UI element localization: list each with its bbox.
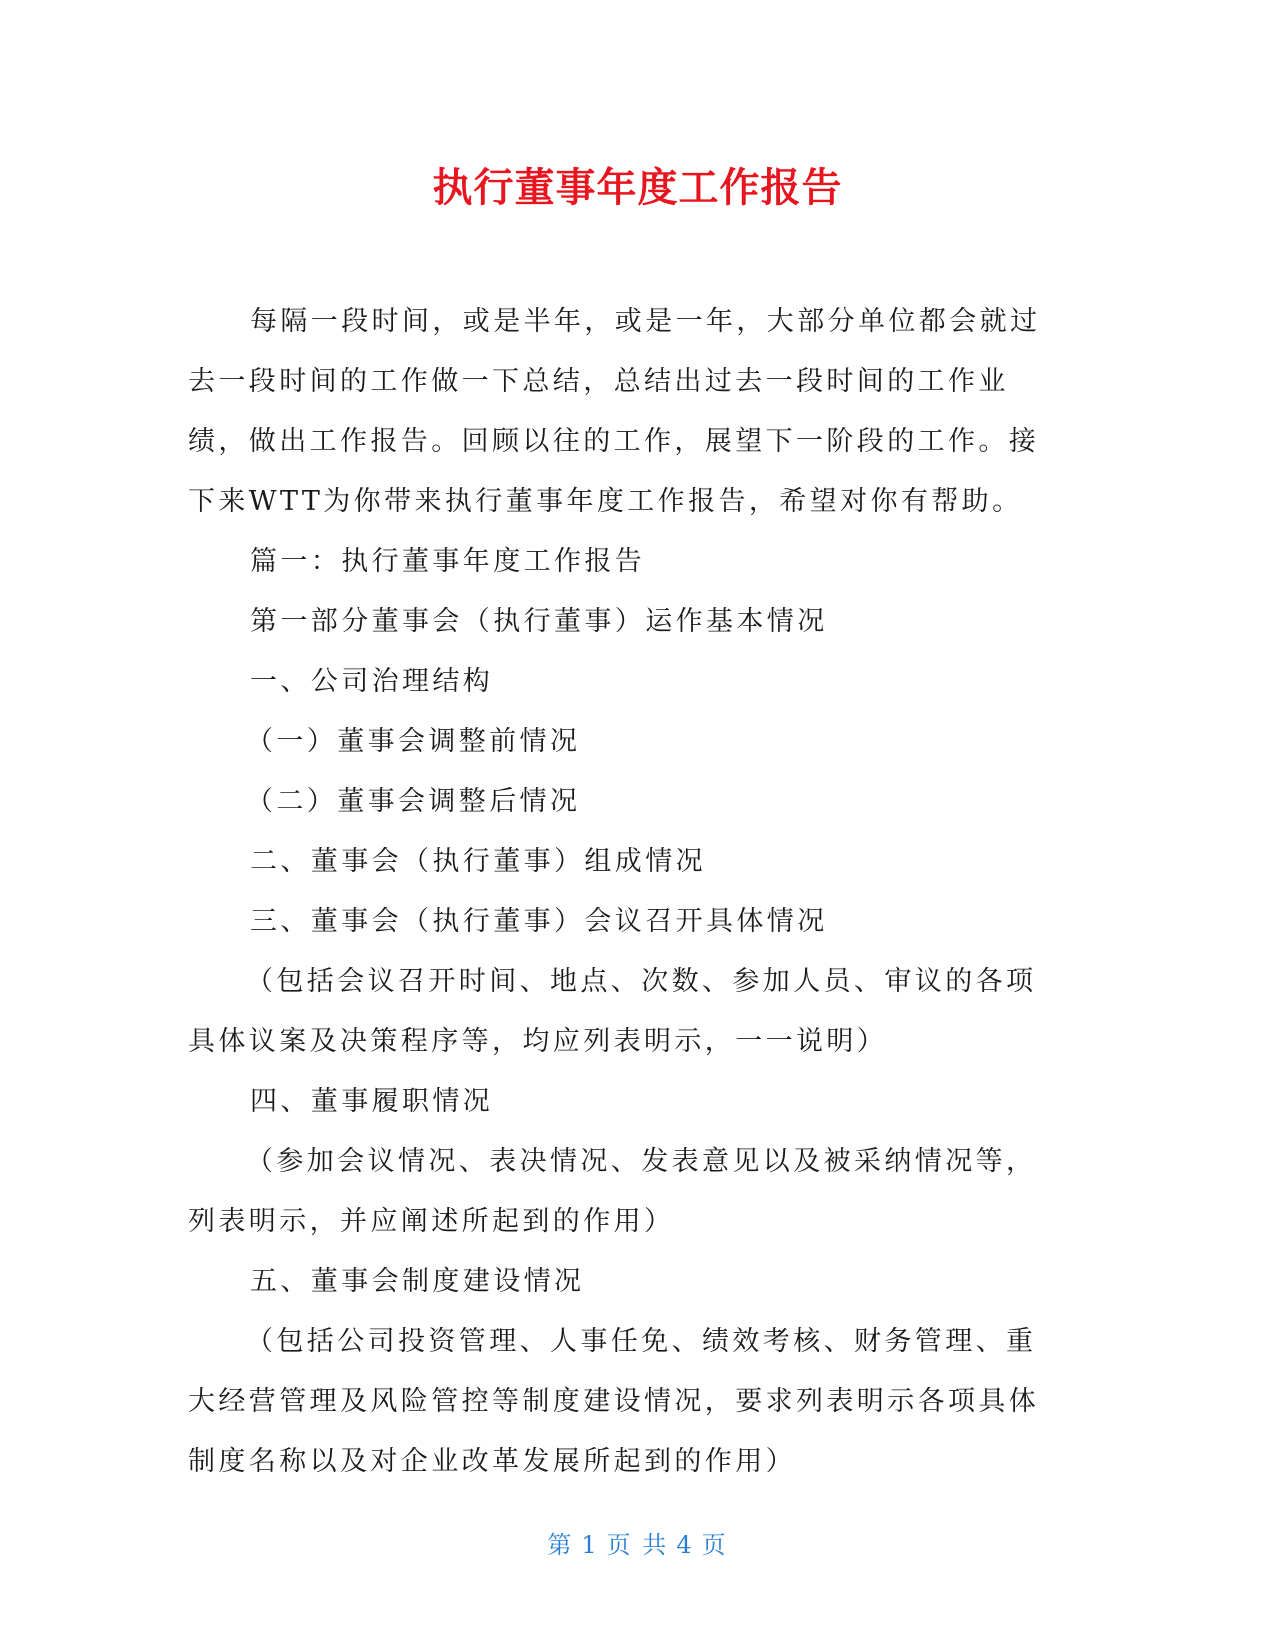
- intro-paragraph: 每隔一段时间，或是半年，或是一年，大部分单位都会就过去一段时间的工作做一下总结，总结出过去一段时间的工作业绩，做出工作报告。回顾以往的工作，展望下一阶段的工作。接下来WTT为你带来执行董事年度工作报告，希望对你有帮助。: [188, 306, 1041, 517]
- page-footer: [0, 1528, 1275, 1562]
- note-director-duties: （参加会议情况、表决情况、发表意见以及被采纳情况等，列表明示，并应阐述所起到的作用）: [188, 1146, 1037, 1237]
- footer-current-page: 1: [581, 1531, 599, 1559]
- note-board-meetings: （包括会议召开时间、地点、次数、参加人员、审议的各项具体议案及决策程序等，均应列表明示，一一说明）: [188, 966, 1037, 1057]
- heading-board-meetings: 三、董事会（执行董事）会议召开具体情况: [250, 906, 828, 937]
- footer-total-pages: 4: [676, 1531, 694, 1559]
- section-heading-board-operation: 第一部分董事会（执行董事）运作基本情况: [250, 606, 828, 637]
- heading-governance-structure: 一、公司治理结构: [250, 666, 494, 697]
- document-body: [188, 292, 1048, 1492]
- page-title: 执行董事年度工作报告: [432, 165, 843, 211]
- heading-board-system-building: 五、董事会制度建设情况: [250, 1266, 585, 1297]
- footer-middle: 页 共: [606, 1531, 669, 1559]
- footer-suffix: 页: [701, 1531, 728, 1559]
- note-board-system-building: （包括公司投资管理、人事任免、绩效考核、财务管理、重大经营管理及风险管控等制度建设情况，要求列表明示各项具体制度名称以及对企业改革发展所起到的作用）: [188, 1326, 1040, 1477]
- heading-board-composition: 二、董事会（执行董事）组成情况: [250, 846, 706, 877]
- subheading-before-adjustment: （一）董事会调整前情况: [246, 726, 581, 757]
- subheading-after-adjustment: （二）董事会调整后情况: [246, 786, 581, 817]
- section-heading-part-one: 篇一：执行董事年度工作报告: [250, 546, 646, 577]
- footer-prefix: 第: [547, 1531, 574, 1559]
- heading-director-duties: 四、董事履职情况: [250, 1086, 494, 1117]
